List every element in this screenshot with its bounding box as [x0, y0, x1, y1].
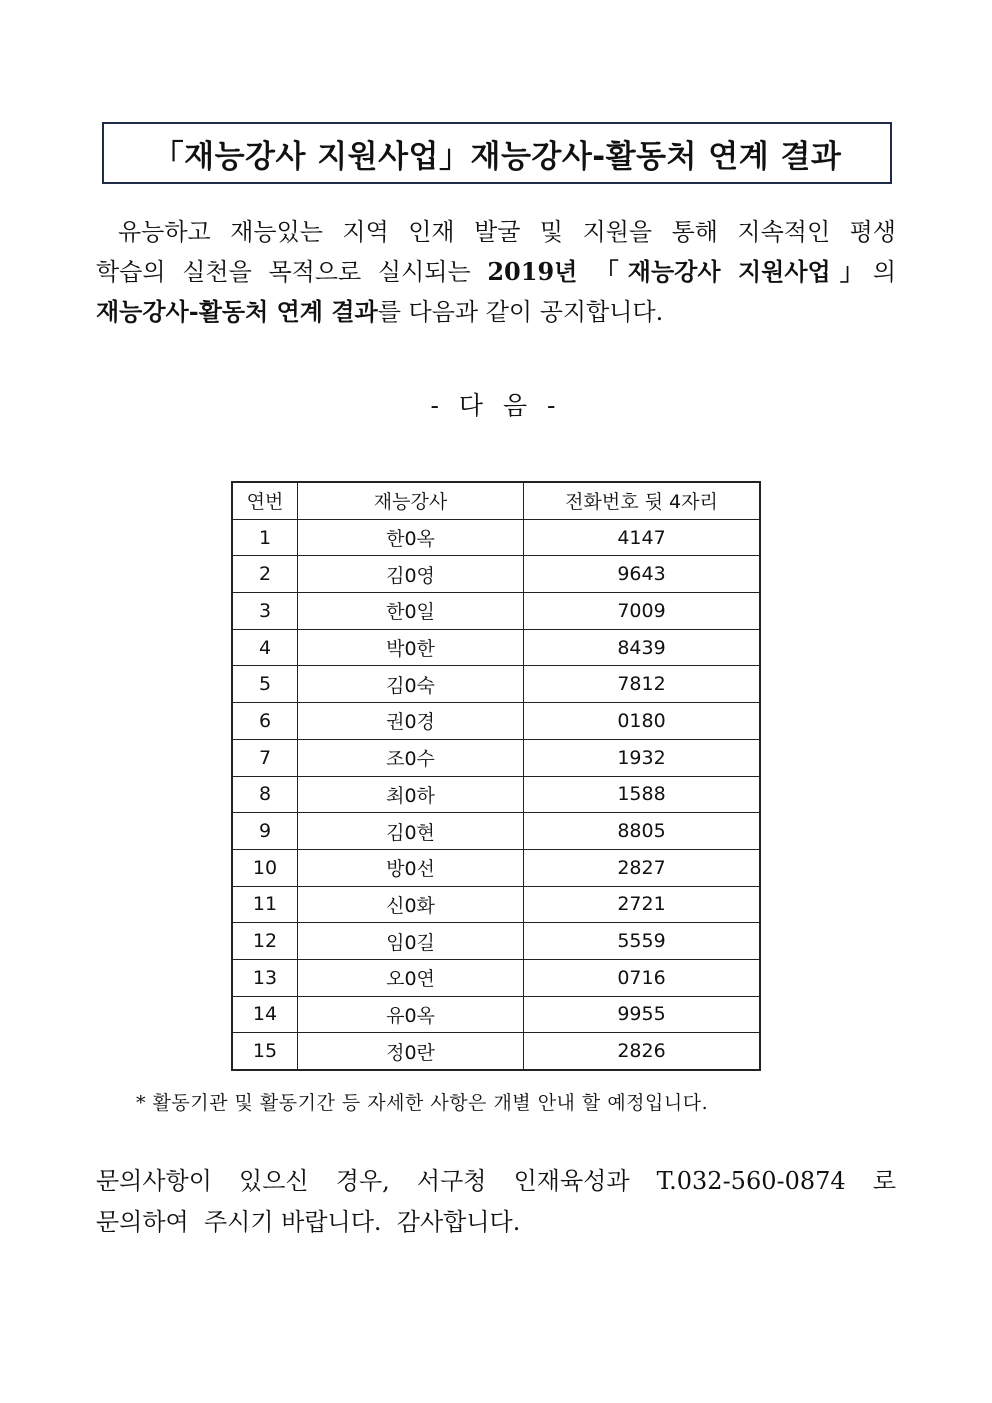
row-number-cell: 9: [232, 813, 298, 850]
instructor-name-cell: 한0옥: [298, 519, 524, 556]
contact-paragraph: [96, 1161, 896, 1243]
footnote: * 활동기관 및 활동기간 등 자세한 사항은 개별 안내 할 예정입니다.: [136, 1092, 709, 1114]
row-number-cell: 6: [232, 703, 298, 740]
instructor-name-cell: 정0란: [298, 1033, 524, 1070]
phone-last4-cell: 1588: [524, 776, 761, 813]
header-phone-last4: 전화번호 뒷 4자리: [524, 482, 761, 519]
intro-project-name: 2019년 「재능강사 지원사업」: [487, 257, 873, 286]
phone-last4-cell: 0180: [524, 703, 761, 740]
row-number-cell: 5: [232, 666, 298, 703]
instructor-name-cell: 방0선: [298, 849, 524, 886]
phone-last4-cell: 2826: [524, 1033, 761, 1070]
intro-line-2-text: 학습의 실천을 목적으로 실시되는: [96, 258, 488, 286]
row-number-cell: 1: [232, 519, 298, 556]
intro-line-3-text: 를 다음과 같이 공지합니다.: [377, 298, 664, 326]
page-title: 「재능강사 지원사업」재능강사-활동처 연계 결과: [152, 138, 842, 175]
row-number-cell: 14: [232, 996, 298, 1033]
table-row: [232, 1033, 760, 1070]
phone-last4-cell: 8805: [524, 813, 761, 850]
row-number-cell: 11: [232, 886, 298, 923]
instructor-name-cell: 박0한: [298, 629, 524, 666]
table-row: [232, 703, 760, 740]
table-row: [232, 923, 760, 960]
intro-line-2: [96, 252, 896, 292]
contact-line-1: 문의사항이 있으신 경우, 서구청 인재육성과 T.032-560-0874 로: [96, 1167, 896, 1195]
table-row: [232, 666, 760, 703]
instructor-name-cell: 오0연: [298, 959, 524, 996]
phone-last4-cell: 4147: [524, 519, 761, 556]
intro-line-1: 유능하고 재능있는 지역 인재 발굴 및 지원을 통해 지속적인 평생: [118, 218, 896, 246]
phone-last4-cell: 8439: [524, 629, 761, 666]
instructor-name-cell: 최0하: [298, 776, 524, 813]
table-header-row: [232, 482, 760, 519]
header-number: 연번: [232, 482, 298, 519]
roster-table: [231, 481, 761, 1071]
row-number-cell: 3: [232, 593, 298, 630]
table-row: [232, 629, 760, 666]
table-row: [232, 776, 760, 813]
row-number-cell: 4: [232, 629, 298, 666]
instructor-name-cell: 김0영: [298, 556, 524, 593]
phone-last4-cell: 2827: [524, 849, 761, 886]
intro-paragraph: [96, 212, 896, 332]
phone-last4-cell: 7812: [524, 666, 761, 703]
row-number-cell: 7: [232, 739, 298, 776]
instructor-name-cell: 조0수: [298, 739, 524, 776]
phone-last4-cell: 7009: [524, 593, 761, 630]
row-number-cell: 8: [232, 776, 298, 813]
table-body: [232, 519, 760, 1070]
intro-line-3: [96, 292, 896, 332]
row-number-cell: 12: [232, 923, 298, 960]
phone-last4-cell: 2721: [524, 886, 761, 923]
row-number-cell: 15: [232, 1033, 298, 1070]
instructor-name-cell: 김0현: [298, 813, 524, 850]
row-number-cell: 2: [232, 556, 298, 593]
instructor-name-cell: 권0경: [298, 703, 524, 740]
intro-line-2-suffix: 의: [872, 258, 896, 286]
intro-result-name: 재능강사-활동처 연계 결과: [96, 297, 378, 326]
instructor-name-cell: 신0화: [298, 886, 524, 923]
table-row: [232, 739, 760, 776]
table-row: [232, 996, 760, 1033]
phone-last4-cell: 0716: [524, 959, 761, 996]
row-number-cell: 10: [232, 849, 298, 886]
phone-last4-cell: 5559: [524, 923, 761, 960]
instructor-name-cell: 유0옥: [298, 996, 524, 1033]
header-instructor: 재능강사: [298, 482, 524, 519]
row-number-cell: 13: [232, 959, 298, 996]
title-box: [102, 122, 892, 184]
table-row: [232, 556, 760, 593]
instructor-name-cell: 김0숙: [298, 666, 524, 703]
table-row: [232, 813, 760, 850]
phone-last4-cell: 9643: [524, 556, 761, 593]
table-row: [232, 959, 760, 996]
phone-last4-cell: 1932: [524, 739, 761, 776]
table-row: [232, 519, 760, 556]
table-row: [232, 849, 760, 886]
table-row: [232, 593, 760, 630]
instructor-name-cell: 임0길: [298, 923, 524, 960]
instructor-name-cell: 한0일: [298, 593, 524, 630]
section-heading: - 다 음 -: [430, 391, 562, 420]
phone-last4-cell: 9955: [524, 996, 761, 1033]
table-row: [232, 886, 760, 923]
contact-line-2: 문의하여 주시기 바랍니다. 감사합니다.: [96, 1208, 521, 1236]
